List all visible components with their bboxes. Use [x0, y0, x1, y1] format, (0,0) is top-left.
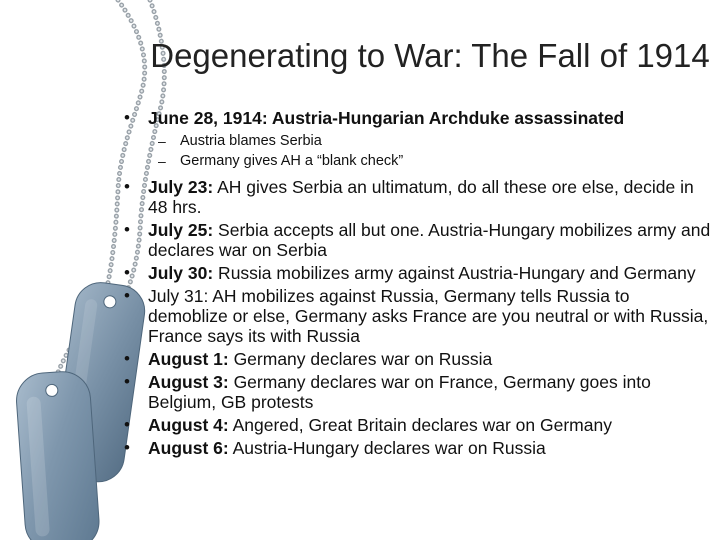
bullet-item	[122, 438, 714, 458]
sub-bullet-item: – Germany gives AH a “blank check”	[156, 152, 714, 171]
dog-tag-front	[15, 370, 101, 540]
sub-bullet-item: – Austria blames Serbia	[156, 132, 714, 151]
bullet-item	[122, 349, 714, 369]
bullet-item	[122, 177, 714, 217]
sub-bullet-list	[148, 132, 714, 171]
bullet-date: July 31:	[148, 286, 209, 306]
bullet-date: July 25:	[148, 220, 214, 240]
bullet-item	[122, 108, 714, 171]
bullet-list	[122, 108, 714, 461]
bullet-text: Russia mobilizes army against Austria-Hungary and Germany	[213, 263, 696, 283]
bullet-item	[122, 415, 714, 435]
bullet-date: August 6:	[148, 438, 229, 458]
bullet-item	[122, 220, 714, 260]
bullet-text: AH mobilizes against Russia, Germany tells Russia to demoblize or else, Germany asks France are you neutral or with Russia, France says its with Russia	[148, 286, 709, 346]
bullet-text: Austria-Hungary declares war on Russia	[228, 438, 546, 458]
slide-title: Degenerating to War: The Fall of 1914	[150, 37, 710, 74]
bullet-text: AH gives Serbia an ultimatum, do all these ore else, decide in 48 hrs.	[148, 177, 694, 217]
bullet-item	[122, 372, 714, 412]
bullet-date: July 23:	[148, 177, 214, 197]
bullet-text: Germany declares war on France, Germany goes into Belgium, GB protests	[148, 372, 651, 412]
bullet-date: June 28, 1914:	[148, 108, 268, 128]
bullet-date: July 30:	[148, 263, 214, 283]
bullet-text: Serbia accepts all but one. Austria-Hungary mobilizes army and declares war on Serbia	[148, 220, 711, 260]
bullet-date: August 3:	[148, 372, 229, 392]
bullet-text: Angered, Great Britain declares war on Germany	[228, 415, 612, 435]
bullet-text: Austria-Hungarian Archduke assassinated	[267, 108, 625, 128]
bullet-item	[122, 286, 714, 346]
bullet-text: Germany declares war on Russia	[228, 349, 493, 369]
bullet-item	[122, 263, 714, 283]
bullet-date: August 4:	[148, 415, 229, 435]
bullet-date: August 1:	[148, 349, 229, 369]
